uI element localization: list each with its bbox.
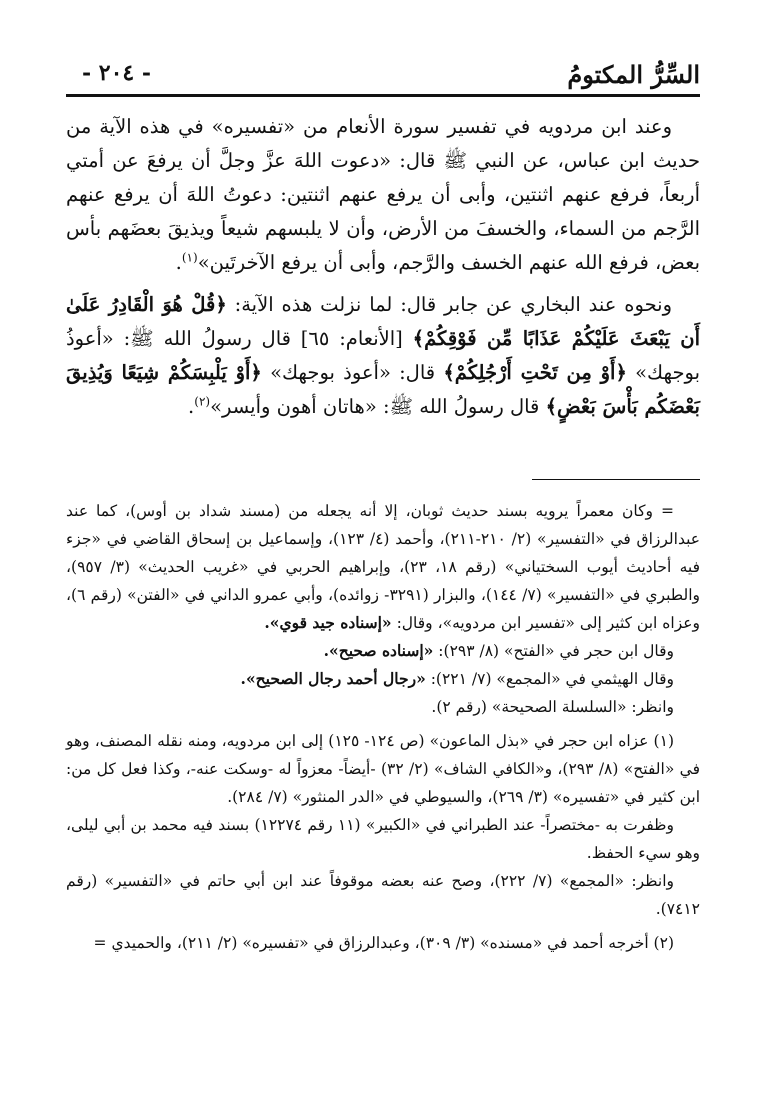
paragraph-2-end: . — [188, 395, 195, 418]
page-number: - ٢٠٤ - — [82, 60, 152, 86]
quran-verse-2: ﴿أَوْ مِن تَحْتِ أَرْجُلِكُمْ﴾ — [443, 361, 627, 384]
footnote-line-haythami — [66, 665, 700, 693]
quran-verse-3: ﴿أَوْ يَلْبِسَكُمْ شِيَعًا وَيُذِيقَ بَعْضَكُم بَأْسَ بَعْضٍ﴾ — [66, 361, 700, 418]
footnote-continuation-quote: «إسناده جيد قوي». — [264, 613, 392, 632]
paragraph-1 — [66, 110, 700, 280]
footnote-continuation-text: = وكان معمراً يرويه بسند حديث ثوبان، إلا أنه يجعله من (مسند شداد بن أوس)، كما عند عبدالرزاق في «التفسير» (٢/ ٢١٠-٢١١)، وأحمد (٤/ ١٢٣)، وإسماعيل بن إسحاق القاضي في «جزء فيه أحاديث أيوب السختياني» (رقم ١٨، ٢٣)، وإبراهيم الحربي في «غريب الحديث» (٣/ ٩٥٧)، والطبري في «التفسير» (٧/ ١٤٤)، والبزار (٣٢٩١- زوائده)، وأبي عمرو الداني في «الفتن» (رقم ٦)، وعزاه ابن كثير إلى «تفسير ابن مردويه»، وقال: — [66, 502, 701, 632]
footnote-separator — [532, 479, 700, 480]
header-rule — [66, 94, 700, 97]
footnote-line-silsila: وانظر: «السلسلة الصحيحة» (رقم ٢). — [431, 698, 674, 716]
quran-verse-1: ﴿قُلْ هُوَ الْقَادِرُ عَلَىٰ أَن يَبْعَثَ عَلَيْكُمْ عَذَابًا مِّن فَوْقِكُمْ﴾ — [66, 293, 701, 350]
verse-3-citation: قال رسولُ الله ﷺ: «هاتان أهون وأيسر» — [210, 395, 540, 418]
page-header — [66, 54, 700, 94]
footnote-haythami-text: وقال الهيثمي في «المجمع» (٧/ ٢٢١): — [430, 670, 674, 688]
running-title: السِّرُّ المكتومُ — [567, 60, 700, 89]
footnote-ibn-hajar-text: وقال ابن حجر في «الفتح» (٨/ ٢٩٣): — [438, 642, 674, 660]
footnote-1-majma: وانظر: «المجمع» (٧/ ٢٢٢)، وصح عنه بعضه موقوفاً عند ابن أبي حاتم في «التفسير» (رقم ٧٤١٢). — [66, 872, 700, 918]
main-text — [66, 110, 700, 424]
footnote-ibn-hajar-quote: «إسناده صحيح». — [323, 641, 434, 660]
paragraph-2 — [66, 288, 700, 424]
paragraph-2-intro: ونحوه عند البخاري عن جابر قال: لما نزلت هذه الآية: — [234, 293, 673, 316]
footnote-1-tabarani: وظفرت به -مختصراً- عند الطبراني في «الكبير» (١١ رقم ١٢٢٧٤) بسند فيه محمد بن أبي ليلى، وهو سيء الحفظ. — [66, 816, 700, 862]
footnote-haythami-quote: «رجال أحمد رجال الصحيح». — [240, 669, 426, 688]
footnotes — [66, 497, 700, 957]
footnote-ref-1[interactable]: (١) — [181, 250, 198, 265]
paragraph-1-end: . — [175, 251, 182, 274]
verse-1-citation: [الأنعام: ٦٥] قال رسولُ الله ﷺ: «أعوذُ بوجهك» — [66, 327, 701, 384]
verse-2-citation: قال: «أعوذ بوجهك» — [270, 361, 436, 384]
footnote-continuation — [66, 497, 700, 637]
paragraph-1-text: وعند ابن مردويه في تفسير سورة الأنعام من «تفسيره» في هذه الآية من حديث ابن عباس، عن النبي ﷺ قال: «دعوت اللهَ عزَّ وجلَّ أن يرفعَ عن أمتي أربعاً، فرفع عنهم اثنتين، وأبى أن يرفع عنهم اثنتين: دعوتُ اللهَ أن يرفع عنهم الرَّجم من السماء، والخسفَ من الأرض، وأن لا يلبسهم شيعاً ويذيقَ بعضَهم بأس بعض، فرفع الله عنهم الخسف والرَّجم، وأبى أن يرفع الآخرتَين» — [66, 115, 700, 274]
footnote-ref-2[interactable]: (٢) — [194, 394, 211, 409]
footnote-1: (١) عزاه ابن حجر في «بذل الماعون» (ص ١٢٤- ١٢٥) إلى ابن مردويه، ومنه نقله المصنف، وهو في «الفتح» (٨/ ٢٩٣)، و«الكافي الشاف» (٢/ ٣٢) -أيضاً- معزواً له -وسكت عنه-، وكذا فعل كل من: ابن كثير في «تفسيره» (٣/ ٢٦٩)، والسيوطي في «الدر المنثور» (٧/ ٢٨٤). — [66, 732, 700, 806]
footnote-line-ibn-hajar — [66, 637, 700, 665]
footnote-2: (٢) أخرجه أحمد في «مسنده» (٣/ ٣٠٩)، وعبدالرزاق في «تفسيره» (٢/ ٢١١)، والحميدي = — [93, 934, 674, 952]
